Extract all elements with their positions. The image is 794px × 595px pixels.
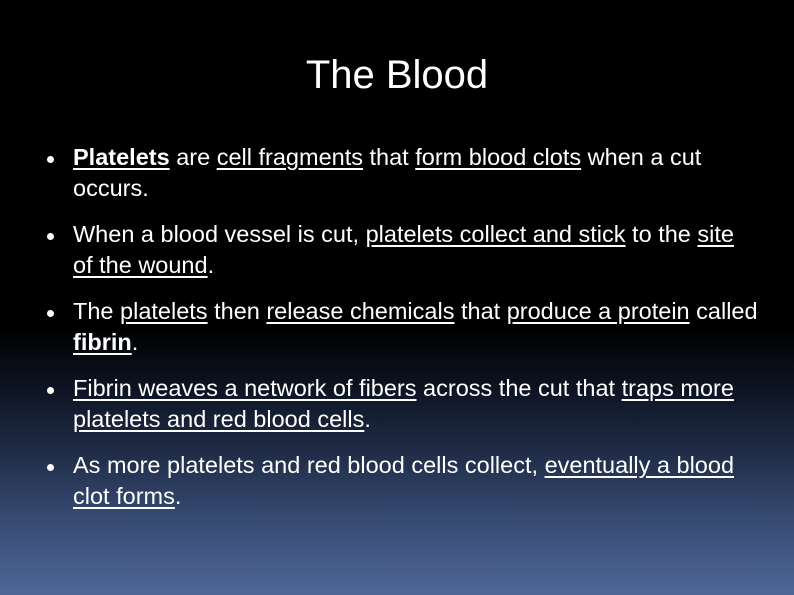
- bullet-dot-icon: [47, 156, 54, 163]
- bullet-text-segment: form blood clots: [415, 144, 582, 170]
- slide-title: The Blood: [305, 53, 489, 97]
- bullet-dot-icon: [47, 233, 54, 240]
- bullet-text-segment: As more platelets and red blood cells collect,: [73, 452, 545, 478]
- bullet-text-segment: Fibrin weaves a network of fibers: [73, 375, 417, 401]
- bullet-text-segment: Platelets: [73, 144, 170, 170]
- bullet-text-segment: fibrin: [73, 329, 132, 355]
- bullet-text-segment: across the cut that: [416, 375, 622, 401]
- bullet-text-segment: release chemicals: [266, 298, 455, 324]
- bullet-list: [40, 142, 760, 527]
- bullet-dot-icon: [47, 310, 54, 317]
- bullet-text-segment: then: [207, 298, 267, 324]
- bullet-text-segment: .: [207, 252, 215, 278]
- bullet-text-segment: that: [454, 298, 507, 324]
- bullet-dot-icon: [47, 387, 54, 394]
- bullet-text-segment: When a blood vessel is cut,: [73, 221, 366, 247]
- bullet-item: [40, 450, 760, 512]
- bullet-text-segment: .: [364, 406, 371, 432]
- bullet-text-segment: that: [362, 144, 416, 170]
- bullet-text-segment: eventually a blood clot forms: [73, 452, 735, 509]
- bullet-text-segment: when a cut occurs.: [73, 144, 702, 201]
- bullet-text-segment: called: [689, 298, 758, 324]
- bullet-item: [40, 296, 760, 358]
- bullet-item: [40, 142, 760, 204]
- bullet-text-segment: to the: [625, 221, 698, 247]
- bullet-text-segment: are: [169, 144, 217, 170]
- bullet-text-segment: cell fragments: [216, 144, 363, 170]
- bullet-text-segment: The: [73, 298, 121, 324]
- bullet-dot-icon: [47, 464, 54, 471]
- bullet-text-segment: .: [131, 329, 139, 355]
- bullet-text-segment: platelets: [120, 298, 208, 324]
- bullet-item: [40, 373, 760, 435]
- bullet-text-segment: traps more platelets and red blood cells: [73, 375, 734, 432]
- bullet-text-segment: produce a protein: [506, 298, 690, 324]
- bullet-text-segment: site of the wound: [73, 221, 734, 278]
- bullet-text-segment: platelets collect and stick: [365, 221, 626, 247]
- bullet-text-segment: .: [174, 483, 182, 509]
- bullet-item: [40, 219, 760, 281]
